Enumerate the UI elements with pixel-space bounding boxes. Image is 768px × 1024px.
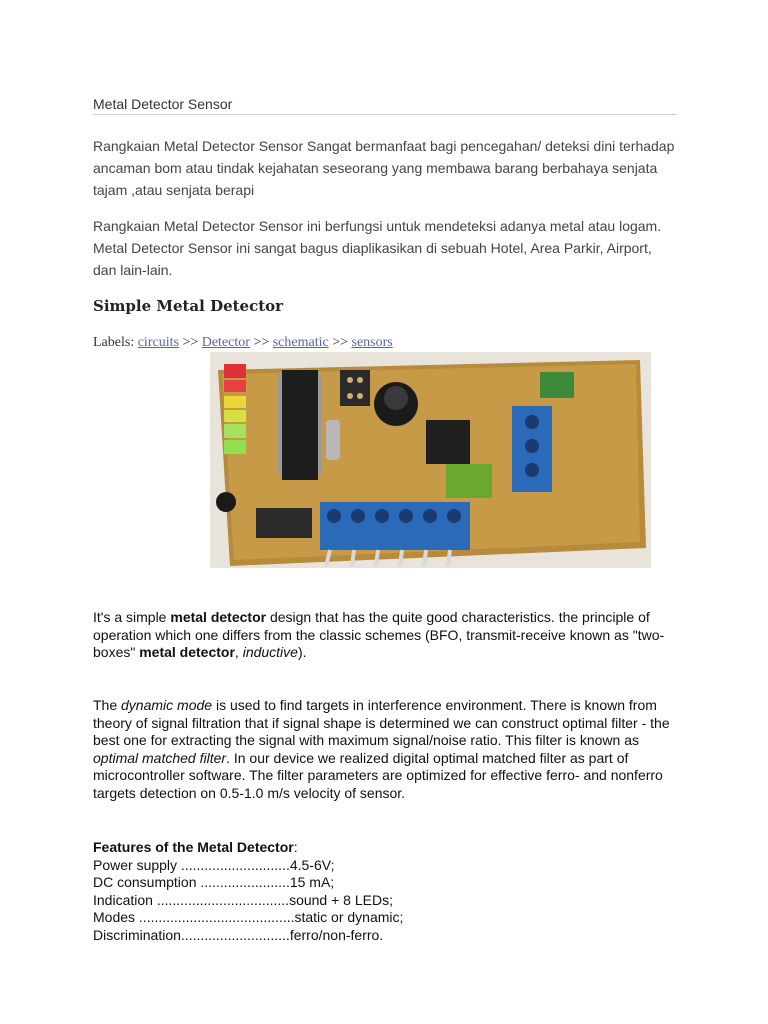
document-title: Metal Detector Sensor [93,96,233,112]
label-separator: >> [253,335,270,350]
intro-paragraph-2: Rangkaian Metal Detector Sensor ini berfungsi untuk mendeteksi adanya metal atau logam. Metal Detector Sensor ini sangat bagus diaplikasikan di sebuah Hotel, Area Parkir, Airport, dan lain-lain. [93,218,662,278]
feature-item: DC consumption .......................15 mA; [93,874,335,891]
features-list [93,839,403,945]
label-link-circuits[interactable]: circuits [137,335,179,350]
feature-item: Modes ........................................static or dynamic; [93,909,404,926]
feature-item: Indication ..................................sound + 8 LEDs; [93,891,393,908]
labels-prefix: Labels: [93,335,135,350]
intro-paragraph-1: Rangkaian Metal Detector Sensor Sangat bermanfaat bagi pencegahan/ deteksi dini terhadap ancaman bom atau tindak kejahatan seseorang yang membawa barang berbahaya senjata tajam ,atau senjata berapi [93,138,675,198]
circuit-board-photo [210,352,651,568]
description-paragraph-1: It's a simple metal detector design that has the quite good characteristics. the principle of operation which one differs from the classic schemes (BFO, transmit-receive known as "two-boxes" metal detector, inductive). [93,609,665,660]
feature-item: Discrimination............................ferro/non-ferro. [93,926,384,943]
label-link-detector[interactable]: Detector [201,335,250,350]
description-paragraph-2: The dynamic mode is used to find targets in interference environment. There is known from theory of signal filtration that if signal shape is determined we can construct optimal filter - the best one for extracting the signal with maximum signal/noise ratio. This filter is known as optimal matched filter. In our device we realized digital optimal matched filter as part of microcontroller software. The filter parameters are optimized for effective ferro- and nonferro targets detection on 0.5-1.0 m/s velocity of sensor. [93,697,670,801]
label-link-sensors[interactable]: sensors [351,335,393,350]
label-separator: >> [332,335,349,350]
label-separator: >> [182,335,199,350]
section-heading: Simple Metal Detector [93,297,284,315]
feature-item: Power supply ............................4.5-6V; [93,856,335,873]
labels-row [93,335,393,351]
title-divider [93,114,677,115]
label-link-schematic[interactable]: schematic [272,335,329,350]
features-heading: Features of the Metal Detector: [93,839,298,855]
